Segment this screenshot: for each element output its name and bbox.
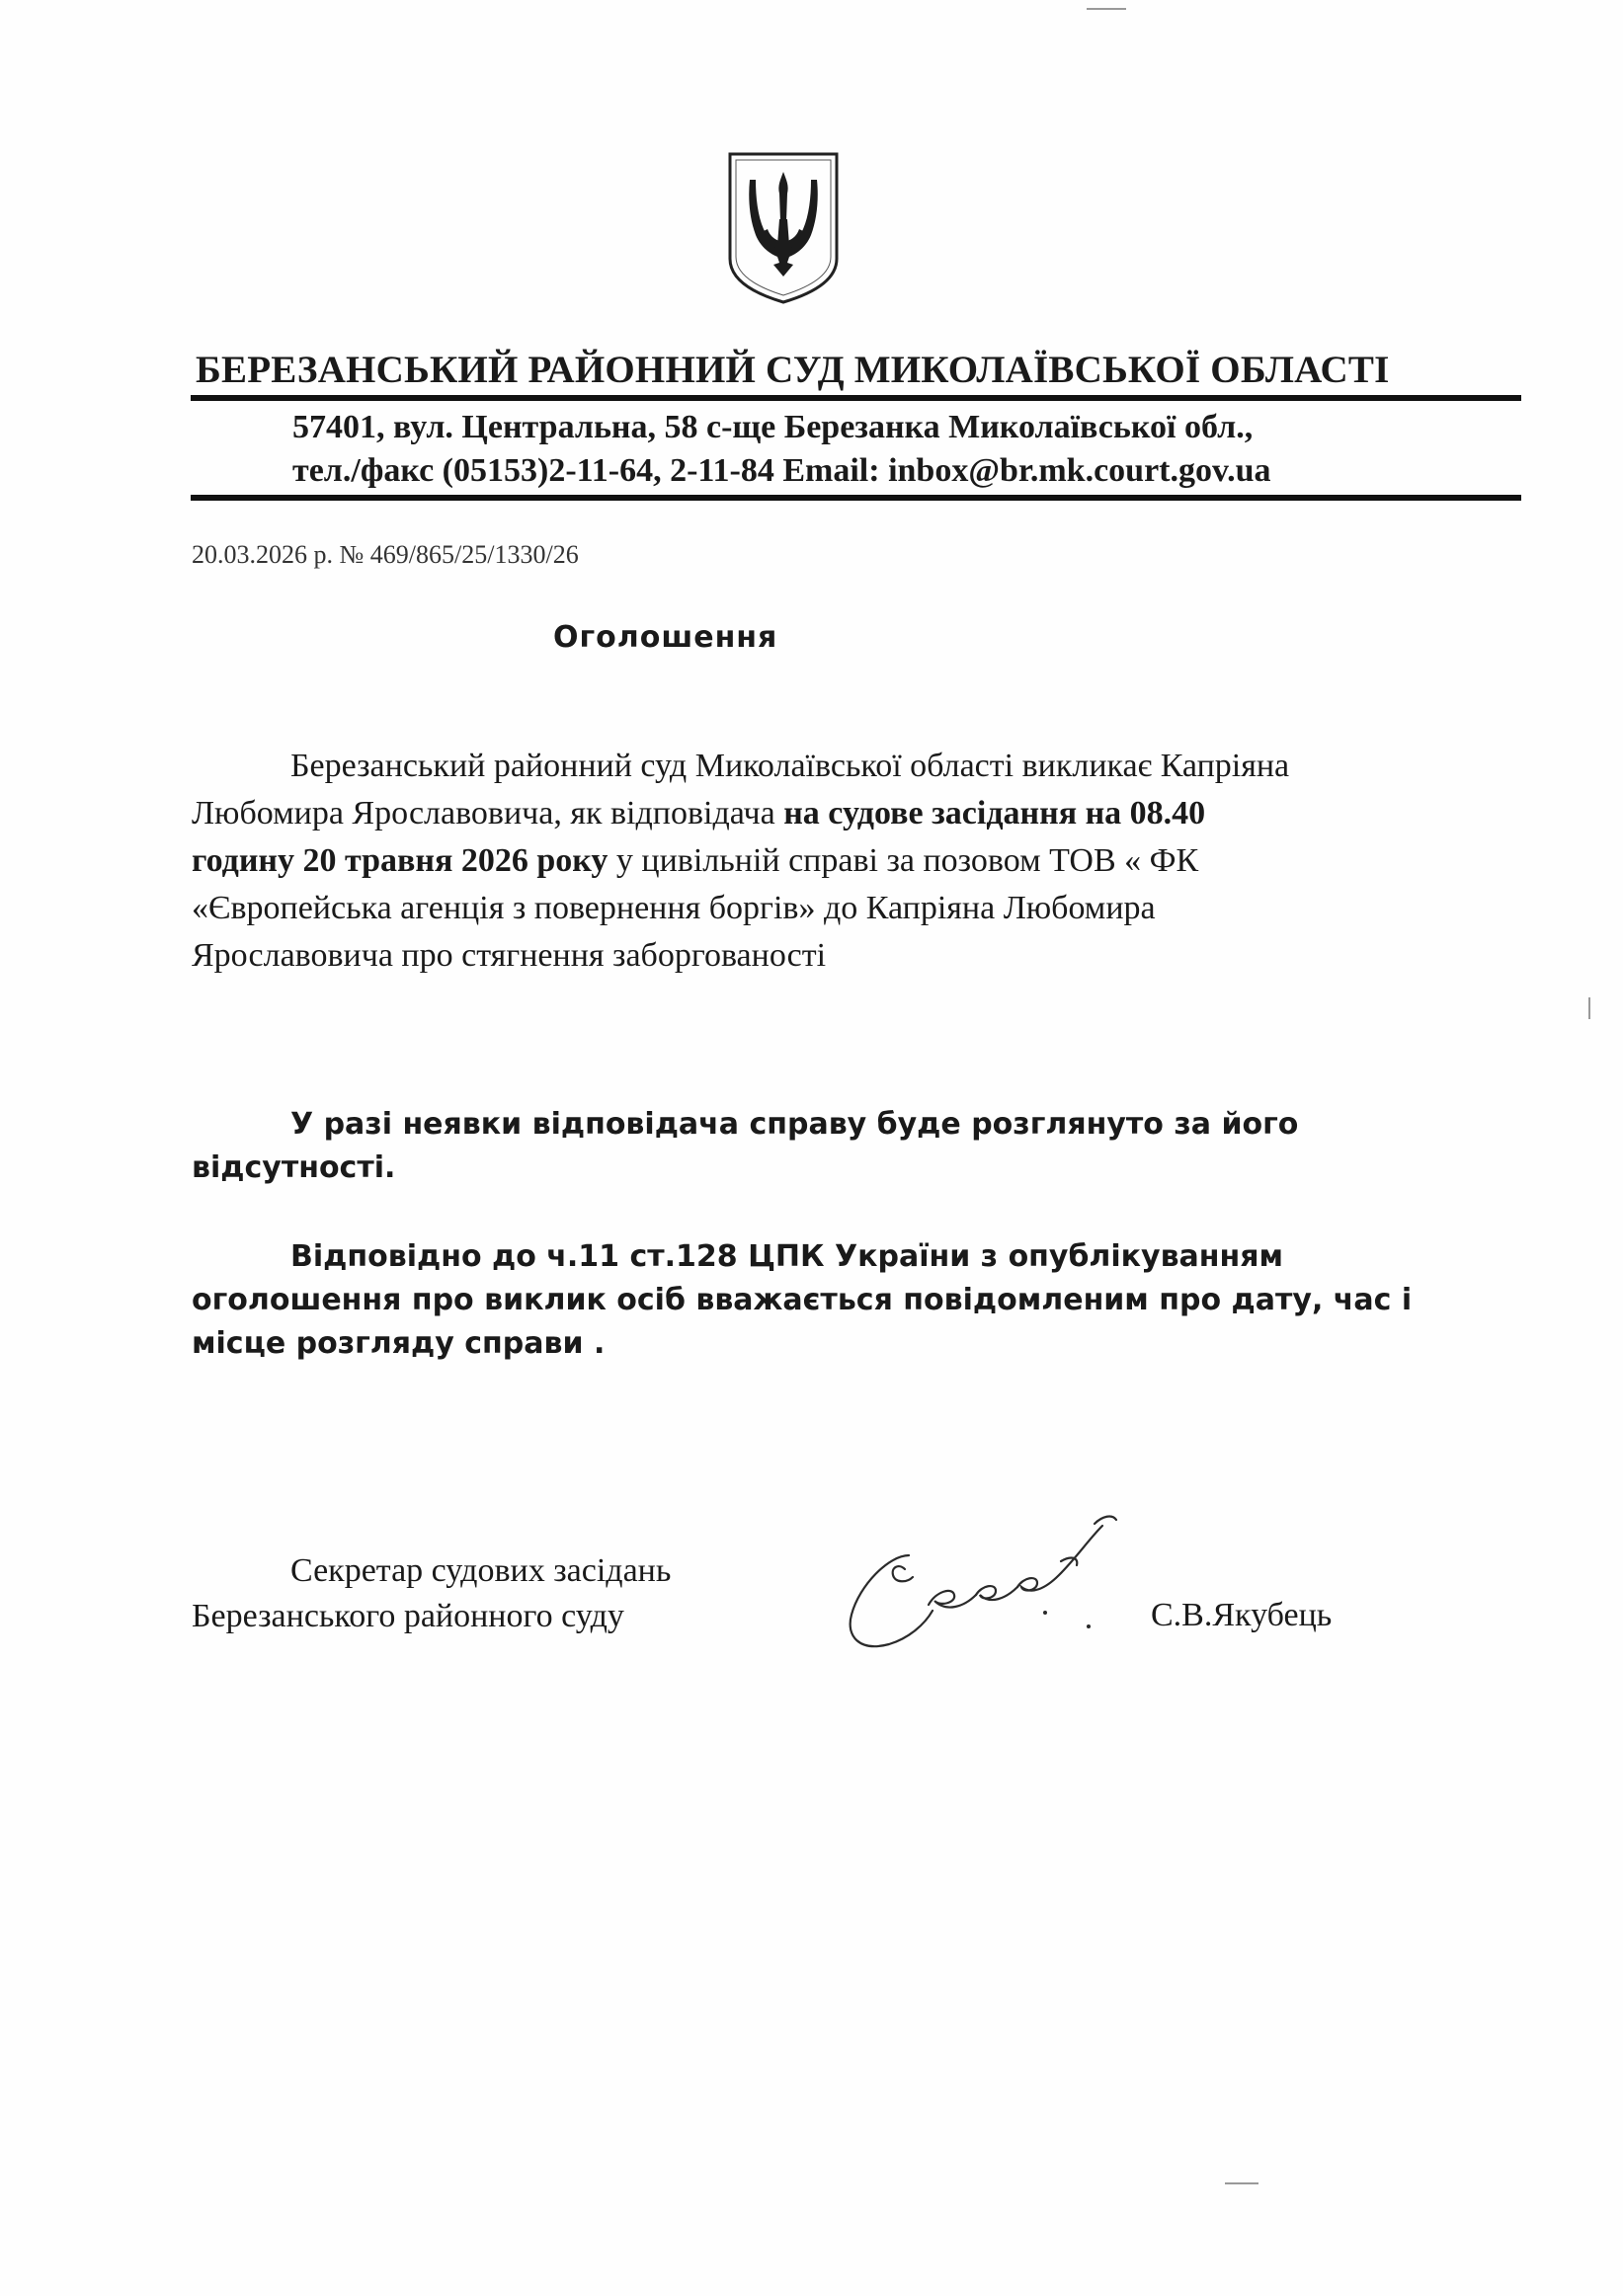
header-rule-top <box>191 395 1521 401</box>
trident-coat-of-arms-icon <box>726 150 841 306</box>
summons-paragraph <box>192 743 1456 980</box>
paragraph-bold-text: на судове засідання на 08.40 <box>783 795 1206 831</box>
scan-artifact <box>1087 8 1126 10</box>
absence-notice-paragraph <box>192 1103 1476 1190</box>
paragraph-line: У разі неявки відповідача справу буде розглянуто за його <box>290 1107 1299 1142</box>
paragraph-line <box>192 790 1456 837</box>
paragraph-line <box>192 837 1456 885</box>
signer-position <box>192 1548 671 1639</box>
paragraph-line: Ярославовича про стягнення заборгованості <box>192 937 827 974</box>
paragraph-text: Любомира Ярославовича, як відповідача <box>192 795 784 831</box>
signer-position-line: Березанського районного суду <box>192 1598 624 1634</box>
page-title: Оголошення <box>553 620 778 655</box>
court-contacts: тел./факс (05153)2-11-64, 2-11-84 Email: inbox@br.mk.court.gov.ua <box>292 452 1271 489</box>
handwritten-signature <box>830 1496 1166 1664</box>
document-reference: 20.03.2026 р. № 469/865/25/1330/26 <box>192 540 579 569</box>
paragraph-line: місце розгляду справи . <box>192 1326 606 1361</box>
header-rule-bottom <box>191 495 1521 501</box>
paragraph-text: у цивільній справі за позовом ТОВ « ФК <box>608 842 1199 879</box>
signer-position-line: Секретар судових засідань <box>290 1552 672 1589</box>
paragraph-line: Березанський районний суд Миколаївської області викликає Капріяна <box>290 748 1290 784</box>
paragraph-line: «Європейська агенція з повернення боргів» до Капріяна Любомира <box>192 890 1156 926</box>
paragraph-line: відсутності. <box>192 1150 396 1185</box>
scan-artifact <box>1588 997 1590 1019</box>
paragraph-bold-text: годину 20 травня 2026 року <box>192 842 609 879</box>
paragraph-line: оголошення про виклик осіб вважається повідомленим про дату, час і <box>192 1283 1413 1317</box>
legal-basis-paragraph <box>192 1235 1476 1366</box>
scan-artifact <box>1225 2182 1258 2184</box>
signer-name: С.В.Якубець <box>1151 1597 1333 1633</box>
court-address: 57401, вул. Центральна, 58 с-ще Березанка Миколаївської обл., <box>292 409 1254 445</box>
court-name: БЕРЕЗАНСЬКИЙ РАЙОННИЙ СУД МИКОЛАЇВСЬКОЇ ОБЛАСТІ <box>196 349 1390 391</box>
paragraph-line: Відповідно до ч.11 ст.128 ЦПК України з опублікуванням <box>290 1239 1284 1274</box>
